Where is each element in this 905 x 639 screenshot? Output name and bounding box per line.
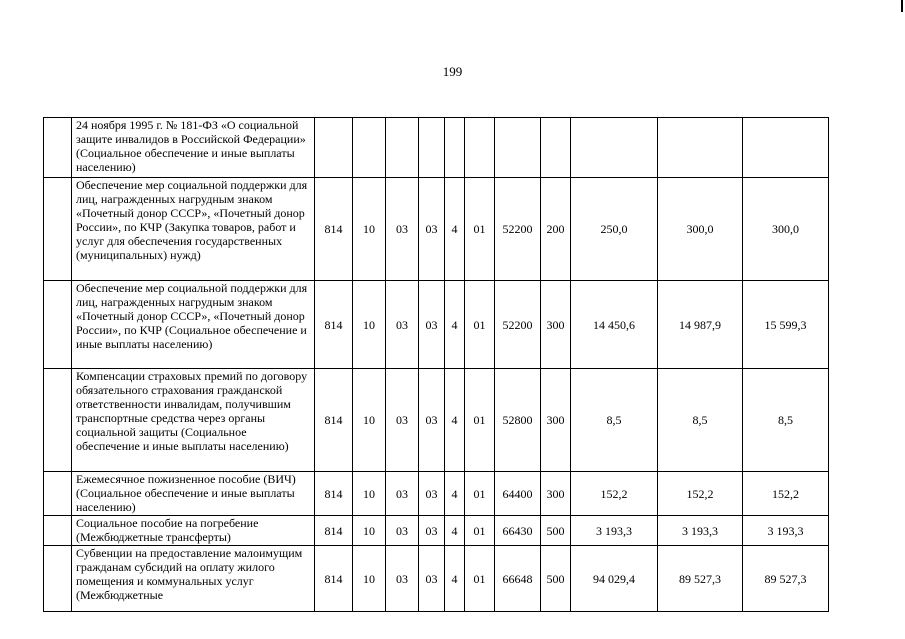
cell-y3: 152,2: [743, 472, 829, 516]
cell-c3: 01: [465, 178, 495, 281]
row-blank-cell: [44, 178, 72, 281]
page-number: 199: [442, 64, 463, 79]
cell-c4: [495, 118, 541, 178]
cell-c4: 64400: [495, 472, 541, 516]
scan-edge-mark: [901, 0, 903, 12]
cell-pr: 03: [386, 516, 419, 546]
cell-y3: 89 527,3: [743, 546, 829, 612]
cell-c1: 03: [419, 369, 445, 472]
table-row: [44, 118, 829, 178]
cell-c3: 01: [465, 472, 495, 516]
cell-y3: 15 599,3: [743, 281, 829, 369]
cell-c1: 03: [419, 472, 445, 516]
cell-vr: 500: [541, 546, 571, 612]
row-description: Обеспечение мер социальной поддержки для лиц, награжденных нагрудным знаком «Почетный донор СССР», «Почетный донор России», по КЧР (Социальное обеспечение и иные выплаты населению): [72, 281, 315, 369]
cell-c2: 4: [445, 369, 465, 472]
cell-y2: 152,2: [658, 472, 743, 516]
cell-vr: 200: [541, 178, 571, 281]
cell-y1: 250,0: [571, 178, 658, 281]
cell-pr: 03: [386, 369, 419, 472]
table-row: [44, 281, 829, 369]
cell-gr: [315, 118, 353, 178]
cell-c2: 4: [445, 281, 465, 369]
cell-y1: 94 029,4: [571, 546, 658, 612]
cell-gr: 814: [315, 369, 353, 472]
cell-y2: [658, 118, 743, 178]
cell-gr: 814: [315, 178, 353, 281]
cell-c3: 01: [465, 281, 495, 369]
cell-c4: 66648: [495, 546, 541, 612]
row-blank-cell: [44, 118, 72, 178]
cell-vr: 500: [541, 516, 571, 546]
cell-c1: 03: [419, 516, 445, 546]
cell-rz: 10: [353, 472, 386, 516]
cell-y2: 89 527,3: [658, 546, 743, 612]
cell-c2: [445, 118, 465, 178]
cell-y1: 14 450,6: [571, 281, 658, 369]
table-row: [44, 369, 829, 472]
row-description: Обеспечение мер социальной поддержки для лиц, награжденных нагрудным знаком «Почетный донор СССР», «Почетный донор России», по КЧР (Закупка товаров, работ и услуг для обеспечения государственных (муниципальных) нужд): [72, 178, 315, 281]
cell-gr: 814: [315, 546, 353, 612]
cell-c3: 01: [465, 516, 495, 546]
cell-pr: 03: [386, 546, 419, 612]
budget-table: [43, 117, 829, 612]
cell-pr: 03: [386, 281, 419, 369]
cell-c4: 52800: [495, 369, 541, 472]
cell-gr: 814: [315, 281, 353, 369]
row-description: Социальное пособие на погребение (Межбюджетные трансферты): [72, 516, 315, 546]
row-blank-cell: [44, 281, 72, 369]
cell-rz: 10: [353, 281, 386, 369]
table-row: [44, 546, 829, 612]
cell-c2: 4: [445, 472, 465, 516]
cell-vr: [541, 118, 571, 178]
cell-y2: 300,0: [658, 178, 743, 281]
row-blank-cell: [44, 472, 72, 516]
row-description: Субвенции на предоставление малоимущим гражданам субсидий на оплату жилого помещения и коммунальных услуг (Межбюджетные: [72, 546, 315, 612]
cell-y2: 3 193,3: [658, 516, 743, 546]
row-blank-cell: [44, 369, 72, 472]
cell-c1: 03: [419, 281, 445, 369]
row-blank-cell: [44, 546, 72, 612]
row-description: 24 ноября 1995 г. № 181-ФЗ «О социальной защите инвалидов в Российской Федерации» (Социальное обеспечение и иные выплаты населению): [72, 118, 315, 178]
cell-c4: 52200: [495, 281, 541, 369]
cell-pr: 03: [386, 472, 419, 516]
row-blank-cell: [44, 516, 72, 546]
cell-c1: 03: [419, 546, 445, 612]
cell-y2: 14 987,9: [658, 281, 743, 369]
cell-c2: 4: [445, 516, 465, 546]
cell-rz: [353, 118, 386, 178]
cell-c4: 66430: [495, 516, 541, 546]
cell-pr: 03: [386, 178, 419, 281]
cell-pr: [386, 118, 419, 178]
row-description: Компенсации страховых премий по договору обязательного страхования гражданской ответственности инвалидам, получившим транспортные средства через органы социальной защиты (Социальное обеспечение и иные выплаты населению): [72, 369, 315, 472]
cell-y1: 152,2: [571, 472, 658, 516]
cell-c2: 4: [445, 546, 465, 612]
cell-y3: 3 193,3: [743, 516, 829, 546]
cell-c3: 01: [465, 546, 495, 612]
table-row: [44, 178, 829, 281]
cell-rz: 10: [353, 516, 386, 546]
table-row: [44, 472, 829, 516]
cell-vr: 300: [541, 281, 571, 369]
cell-y3: 300,0: [743, 178, 829, 281]
cell-c1: 03: [419, 178, 445, 281]
cell-rz: 10: [353, 369, 386, 472]
cell-y3: [743, 118, 829, 178]
cell-c3: [465, 118, 495, 178]
cell-gr: 814: [315, 472, 353, 516]
cell-c2: 4: [445, 178, 465, 281]
cell-c1: [419, 118, 445, 178]
cell-rz: 10: [353, 546, 386, 612]
cell-y2: 8,5: [658, 369, 743, 472]
cell-y1: 3 193,3: [571, 516, 658, 546]
cell-vr: 300: [541, 472, 571, 516]
cell-c3: 01: [465, 369, 495, 472]
row-description: Ежемесячное пожизненное пособие (ВИЧ) (Социальное обеспечение и иные выплаты населению): [72, 472, 315, 516]
cell-rz: 10: [353, 178, 386, 281]
cell-y1: [571, 118, 658, 178]
cell-y3: 8,5: [743, 369, 829, 472]
table-row: [44, 516, 829, 546]
cell-y1: 8,5: [571, 369, 658, 472]
cell-gr: 814: [315, 516, 353, 546]
cell-c4: 52200: [495, 178, 541, 281]
cell-vr: 300: [541, 369, 571, 472]
